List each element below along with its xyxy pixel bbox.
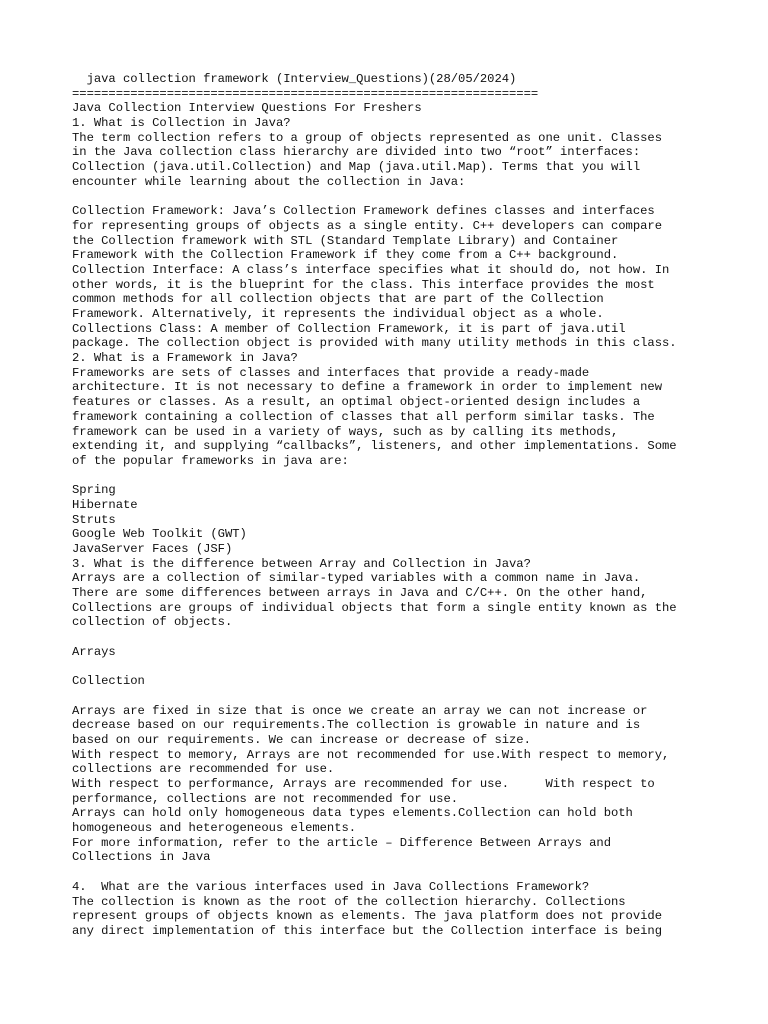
blank-line [72, 190, 722, 205]
text-line: For more information, refer to the article – Difference Between Arrays and [72, 835, 611, 850]
text-line: features or classes. As a result, an optimal object-oriented design includes a [72, 395, 641, 410]
text-line: java collection framework (Interview_Questions)(28/05/2024) [72, 72, 517, 86]
text-line: With respect to performance, Arrays are recommended for use. With respect to [72, 777, 655, 791]
text-line: framework can be used in a variety of ways, such as by calling its methods, [72, 424, 619, 439]
blank-line [72, 689, 722, 704]
text-line: Google Web Toolkit (GWT) [72, 527, 247, 542]
text-line: of the popular frameworks in java are: [72, 453, 349, 468]
text-line: There are some differences between arrays in Java and C/C++. On the other hand, [72, 586, 648, 601]
document-page [72, 72, 722, 939]
text-line: represent groups of objects known as elements. The java platform does not provide [72, 909, 662, 924]
text-line: decrease based on our requirements.The collection is growable in nature and is [72, 718, 641, 733]
text-line: Struts [72, 512, 116, 527]
text-line: The collection is known as the root of the collection hierarchy. Collections [72, 894, 626, 909]
text-line: performance, collections are not recommended for use. [72, 791, 459, 806]
text-line: the Collection framework with STL (Standard Template Library) and Container [72, 233, 619, 248]
text-line: Collection (java.util.Collection) and Map (java.util.Map). Terms that you will [72, 160, 641, 175]
text-line: Framework with the Collection Framework if they come from a C++ background. [72, 248, 619, 263]
text-line: for representing groups of objects as a single entity. C++ developers can compare [72, 218, 662, 233]
text-line: collection of objects. [72, 615, 233, 630]
text-line: Arrays are a collection of similar-typed variables with a common name in Java. [72, 571, 641, 586]
text-line: With respect to memory, Arrays are not recommended for use.With respect to memory, [72, 747, 670, 762]
text-line: common methods for all collection objects that are part of the Collection [72, 292, 604, 307]
blank-line [72, 865, 722, 880]
text-line: The term collection refers to a group of objects represented as one unit. Classes [72, 130, 662, 145]
text-line: Collections are groups of individual objects that form a single entity known as the [72, 600, 677, 615]
text-line: Arrays can hold only homogeneous data types elements.Collection can hold both [72, 806, 633, 821]
text-line: 2. What is a Framework in Java? [72, 351, 298, 366]
text-line: Collection Framework: Java’s Collection Framework defines classes and interfaces [72, 204, 655, 219]
text-line: any direct implementation of this interface but the Collection interface is being [72, 923, 662, 938]
blank-line [72, 660, 722, 675]
text-line: 3. What is the difference between Array and Collection in Java? [72, 556, 531, 571]
text-line: Arrays are fixed in size that is once we create an array we can not increase or [72, 703, 648, 718]
text-line: other words, it is the blueprint for the class. This interface provides the most [72, 277, 655, 292]
text-line: Hibernate [72, 497, 138, 512]
text-line: in the Java collection class hierarchy are divided into two “root” interfaces: [72, 145, 641, 160]
blank-line [72, 630, 722, 645]
text-line: framework containing a collection of classes that all perform similar tasks. The [72, 409, 655, 424]
text-line: Collections Class: A member of Collection Framework, it is part of java.util [72, 321, 626, 336]
text-line: encounter while learning about the collection in Java: [72, 174, 466, 189]
text-line: package. The collection object is provided with many utility methods in this class. [72, 336, 677, 351]
text-line: Framework. Alternatively, it represents the individual object as a whole. [72, 307, 604, 321]
text-line: homogeneous and heterogeneous elements. [72, 821, 357, 836]
text-line: 1. What is Collection in Java? [72, 116, 291, 131]
text-line: Spring [72, 483, 116, 498]
text-line: Collections in Java [72, 850, 211, 865]
text-line: Arrays [72, 644, 116, 659]
text-line: architecture. It is not necessary to define a framework in order to implement new [72, 380, 662, 395]
text-line: Collection Interface: A class’s interface specifies what it should do, not how. In [72, 262, 670, 277]
blank-line [72, 469, 722, 484]
text-line: based on our requirements. We can increase or decrease of size. [72, 732, 531, 747]
text-line: ================================================================ [72, 86, 539, 101]
text-line: 4. What are the various interfaces used in Java Collections Framework? [72, 879, 590, 894]
text-line: Frameworks are sets of classes and interfaces that provide a ready-made [72, 365, 590, 380]
text-line: Collection [72, 674, 145, 689]
text-line: collections are recommended for use. [72, 762, 335, 777]
text-line: Java Collection Interview Questions For Freshers [72, 101, 422, 116]
text-line: extending it, and supplying “callbacks”, listeners, and other implementations. Some [72, 439, 677, 454]
text-line: JavaServer Faces (JSF) [72, 542, 233, 556]
